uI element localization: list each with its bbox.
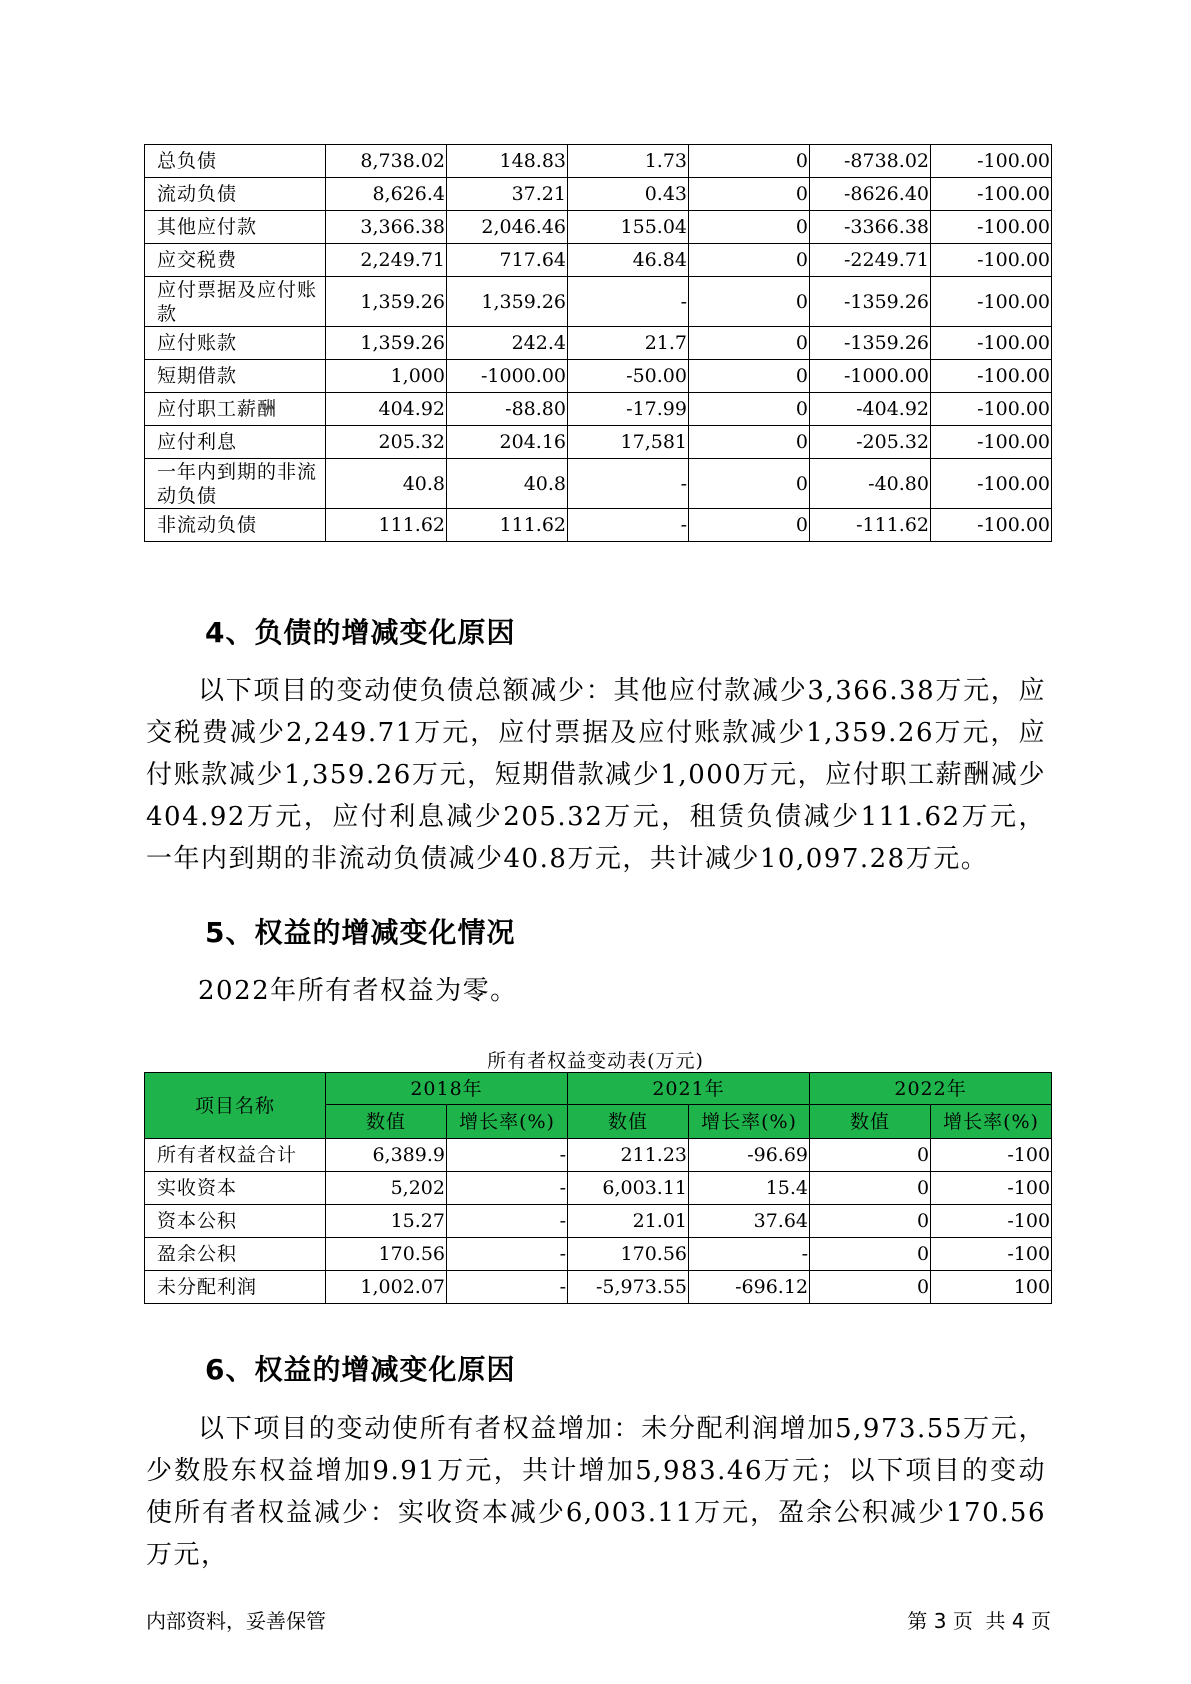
section-heading: 6、权益的增减变化原因	[205, 1353, 516, 1386]
cell-value: 1,359.26	[447, 277, 568, 327]
cell-value: 204.16	[447, 426, 568, 459]
cell-value: 0	[689, 211, 810, 244]
cell-value: -100	[931, 1238, 1052, 1271]
cell-value: 111.62	[447, 509, 568, 542]
table-row	[145, 509, 1052, 542]
cell-value: -96.69	[689, 1139, 810, 1172]
cell-value: 717.64	[447, 244, 568, 277]
cell-value: 15.4	[689, 1172, 810, 1205]
cell-value: -100	[931, 1205, 1052, 1238]
footer-confidential-note: 内部资料，妥善保管	[146, 1609, 326, 1633]
table-caption: 所有者权益变动表(万元)	[487, 1050, 704, 1072]
row-name: 非流动负债	[145, 509, 326, 542]
cell-value: -100	[931, 1139, 1052, 1172]
cell-value: -100.00	[931, 178, 1052, 211]
section-paragraph: 2022年所有者权益为零。	[198, 976, 518, 1006]
row-name: 总负债	[145, 145, 326, 178]
cell-value: 21.01	[568, 1205, 689, 1238]
cell-value: 3,366.38	[326, 211, 447, 244]
cell-value: 0	[689, 178, 810, 211]
cell-value: 2,046.46	[447, 211, 568, 244]
row-name: 盈余公积	[145, 1238, 326, 1271]
row-name: 应付职工薪酬	[145, 393, 326, 426]
row-name: 一年内到期的非流动负债	[145, 459, 326, 509]
cell-value: 6,003.11	[568, 1172, 689, 1205]
cell-value: -1000.00	[810, 360, 931, 393]
cell-value: -1359.26	[810, 327, 931, 360]
cell-value: 404.92	[326, 393, 447, 426]
cell-value: 2,249.71	[326, 244, 447, 277]
cell-value: -8738.02	[810, 145, 931, 178]
cell-value: 1,002.07	[326, 1271, 447, 1304]
cell-value: 148.83	[447, 145, 568, 178]
column-header-growth: 增长率(%)	[689, 1105, 810, 1139]
cell-value: 0	[689, 393, 810, 426]
section-heading: 5、权益的增减变化情况	[205, 916, 516, 949]
equity-table	[144, 1072, 1052, 1304]
column-header-year: 2021年	[568, 1073, 810, 1105]
cell-value: 5,202	[326, 1172, 447, 1205]
row-name: 资本公积	[145, 1205, 326, 1238]
column-header-year: 2022年	[810, 1073, 1052, 1105]
cell-value: -205.32	[810, 426, 931, 459]
cell-value: -696.12	[689, 1271, 810, 1304]
cell-value: 0	[689, 277, 810, 327]
cell-value: 0	[810, 1139, 931, 1172]
cell-value: 15.27	[326, 1205, 447, 1238]
cell-value: 40.8	[326, 459, 447, 509]
cell-value: -	[568, 459, 689, 509]
table-row	[145, 1271, 1052, 1304]
column-header-value: 数值	[810, 1105, 931, 1139]
table-row	[145, 178, 1052, 211]
column-header-value: 数值	[568, 1105, 689, 1139]
row-name: 应付票据及应付账款	[145, 277, 326, 327]
cell-value: -100.00	[931, 145, 1052, 178]
row-name: 实收资本	[145, 1172, 326, 1205]
cell-value: 21.7	[568, 327, 689, 360]
cell-value: -100.00	[931, 360, 1052, 393]
cell-value: -	[447, 1271, 568, 1304]
table-row	[145, 1205, 1052, 1238]
cell-value: -50.00	[568, 360, 689, 393]
liabilities-table	[144, 144, 1052, 542]
cell-value: 0	[810, 1205, 931, 1238]
cell-value: 0	[689, 360, 810, 393]
cell-value: -3366.38	[810, 211, 931, 244]
row-name: 应付利息	[145, 426, 326, 459]
cell-value: 242.4	[447, 327, 568, 360]
cell-value: 46.84	[568, 244, 689, 277]
cell-value: 8,738.02	[326, 145, 447, 178]
row-name: 应交税费	[145, 244, 326, 277]
cell-value: 0	[810, 1172, 931, 1205]
table-row	[145, 393, 1052, 426]
cell-value: 37.64	[689, 1205, 810, 1238]
cell-value: 0	[810, 1271, 931, 1304]
cell-value: -	[568, 509, 689, 542]
cell-value: 1,359.26	[326, 327, 447, 360]
cell-value: 1,359.26	[326, 277, 447, 327]
cell-value: 0	[689, 244, 810, 277]
cell-value: 100	[931, 1271, 1052, 1304]
cell-value: -100.00	[931, 244, 1052, 277]
table-row	[145, 459, 1052, 509]
cell-value: -100.00	[931, 459, 1052, 509]
section-paragraph: 以下项目的变动使所有者权益增加：未分配利润增加5,973.55万元，少数股东权益增加9.91万元，共计增加5,983.46万元；以下项目的变动使所有者权益减少：实收资本减少6,003.11万元，盈余公积减少170.56万元，	[146, 1414, 1046, 1570]
cell-value: 111.62	[326, 509, 447, 542]
cell-value: -1000.00	[447, 360, 568, 393]
cell-value: -100.00	[931, 211, 1052, 244]
footer-page-number: 第 3 页 共 4 页	[907, 1609, 1051, 1633]
column-header-year: 2018年	[326, 1073, 568, 1105]
cell-value: 170.56	[568, 1238, 689, 1271]
cell-value: 211.23	[568, 1139, 689, 1172]
cell-value: -	[689, 1238, 810, 1271]
cell-value: 0	[689, 459, 810, 509]
cell-value: 8,626.4	[326, 178, 447, 211]
cell-value: -100	[931, 1172, 1052, 1205]
column-header-item: 项目名称	[145, 1073, 326, 1139]
cell-value: -40.80	[810, 459, 931, 509]
cell-value: -111.62	[810, 509, 931, 542]
cell-value: 0	[689, 509, 810, 542]
cell-value: 17,581	[568, 426, 689, 459]
table-header-row	[145, 1073, 1052, 1105]
cell-value: -	[568, 277, 689, 327]
column-header-value: 数值	[326, 1105, 447, 1139]
cell-value: -8626.40	[810, 178, 931, 211]
table-row	[145, 211, 1052, 244]
cell-value: 37.21	[447, 178, 568, 211]
table-row	[145, 327, 1052, 360]
row-name: 应付账款	[145, 327, 326, 360]
section-heading: 4、负债的增减变化原因	[205, 616, 516, 649]
table-row	[145, 360, 1052, 393]
cell-value: -404.92	[810, 393, 931, 426]
table-row	[145, 1238, 1052, 1271]
cell-value: -100.00	[931, 426, 1052, 459]
cell-value: -	[447, 1139, 568, 1172]
row-name: 短期借款	[145, 360, 326, 393]
cell-value: 170.56	[326, 1238, 447, 1271]
cell-value: 0	[810, 1238, 931, 1271]
table-row	[145, 1172, 1052, 1205]
table-row	[145, 244, 1052, 277]
cell-value: 1.73	[568, 145, 689, 178]
column-header-growth: 增长率(%)	[931, 1105, 1052, 1139]
cell-value: -1359.26	[810, 277, 931, 327]
table-row	[145, 426, 1052, 459]
cell-value: -100.00	[931, 327, 1052, 360]
cell-value: 0.43	[568, 178, 689, 211]
cell-value: -2249.71	[810, 244, 931, 277]
cell-value: -88.80	[447, 393, 568, 426]
cell-value: -5,973.55	[568, 1271, 689, 1304]
cell-value: -17.99	[568, 393, 689, 426]
cell-value: 0	[689, 327, 810, 360]
cell-value: 6,389.9	[326, 1139, 447, 1172]
cell-value: -100.00	[931, 393, 1052, 426]
cell-value: -100.00	[931, 509, 1052, 542]
row-name: 其他应付款	[145, 211, 326, 244]
cell-value: 155.04	[568, 211, 689, 244]
cell-value: 1,000	[326, 360, 447, 393]
table-row	[145, 1139, 1052, 1172]
cell-value: 0	[689, 426, 810, 459]
cell-value: -100.00	[931, 277, 1052, 327]
cell-value: -	[447, 1238, 568, 1271]
table-row	[145, 277, 1052, 327]
table-row	[145, 145, 1052, 178]
row-name: 所有者权益合计	[145, 1139, 326, 1172]
cell-value: 40.8	[447, 459, 568, 509]
row-name: 流动负债	[145, 178, 326, 211]
section-paragraph: 以下项目的变动使负债总额减少：其他应付款减少3,366.38万元，应交税费减少2,249.71万元，应付票据及应付账款减少1,359.26万元，应付账款减少1,359.26万元，短期借款减少1,000万元，应付职工薪酬减少404.92万元，应付利息减少205.32万元，租赁负债减少111.62万元，一年内到期的非流动负债减少40.8万元，共计减少10,097.28万元。	[146, 676, 1046, 874]
row-name: 未分配利润	[145, 1271, 326, 1304]
cell-value: 205.32	[326, 426, 447, 459]
column-header-growth: 增长率(%)	[447, 1105, 568, 1139]
cell-value: -	[447, 1172, 568, 1205]
cell-value: 0	[689, 145, 810, 178]
cell-value: -	[447, 1205, 568, 1238]
